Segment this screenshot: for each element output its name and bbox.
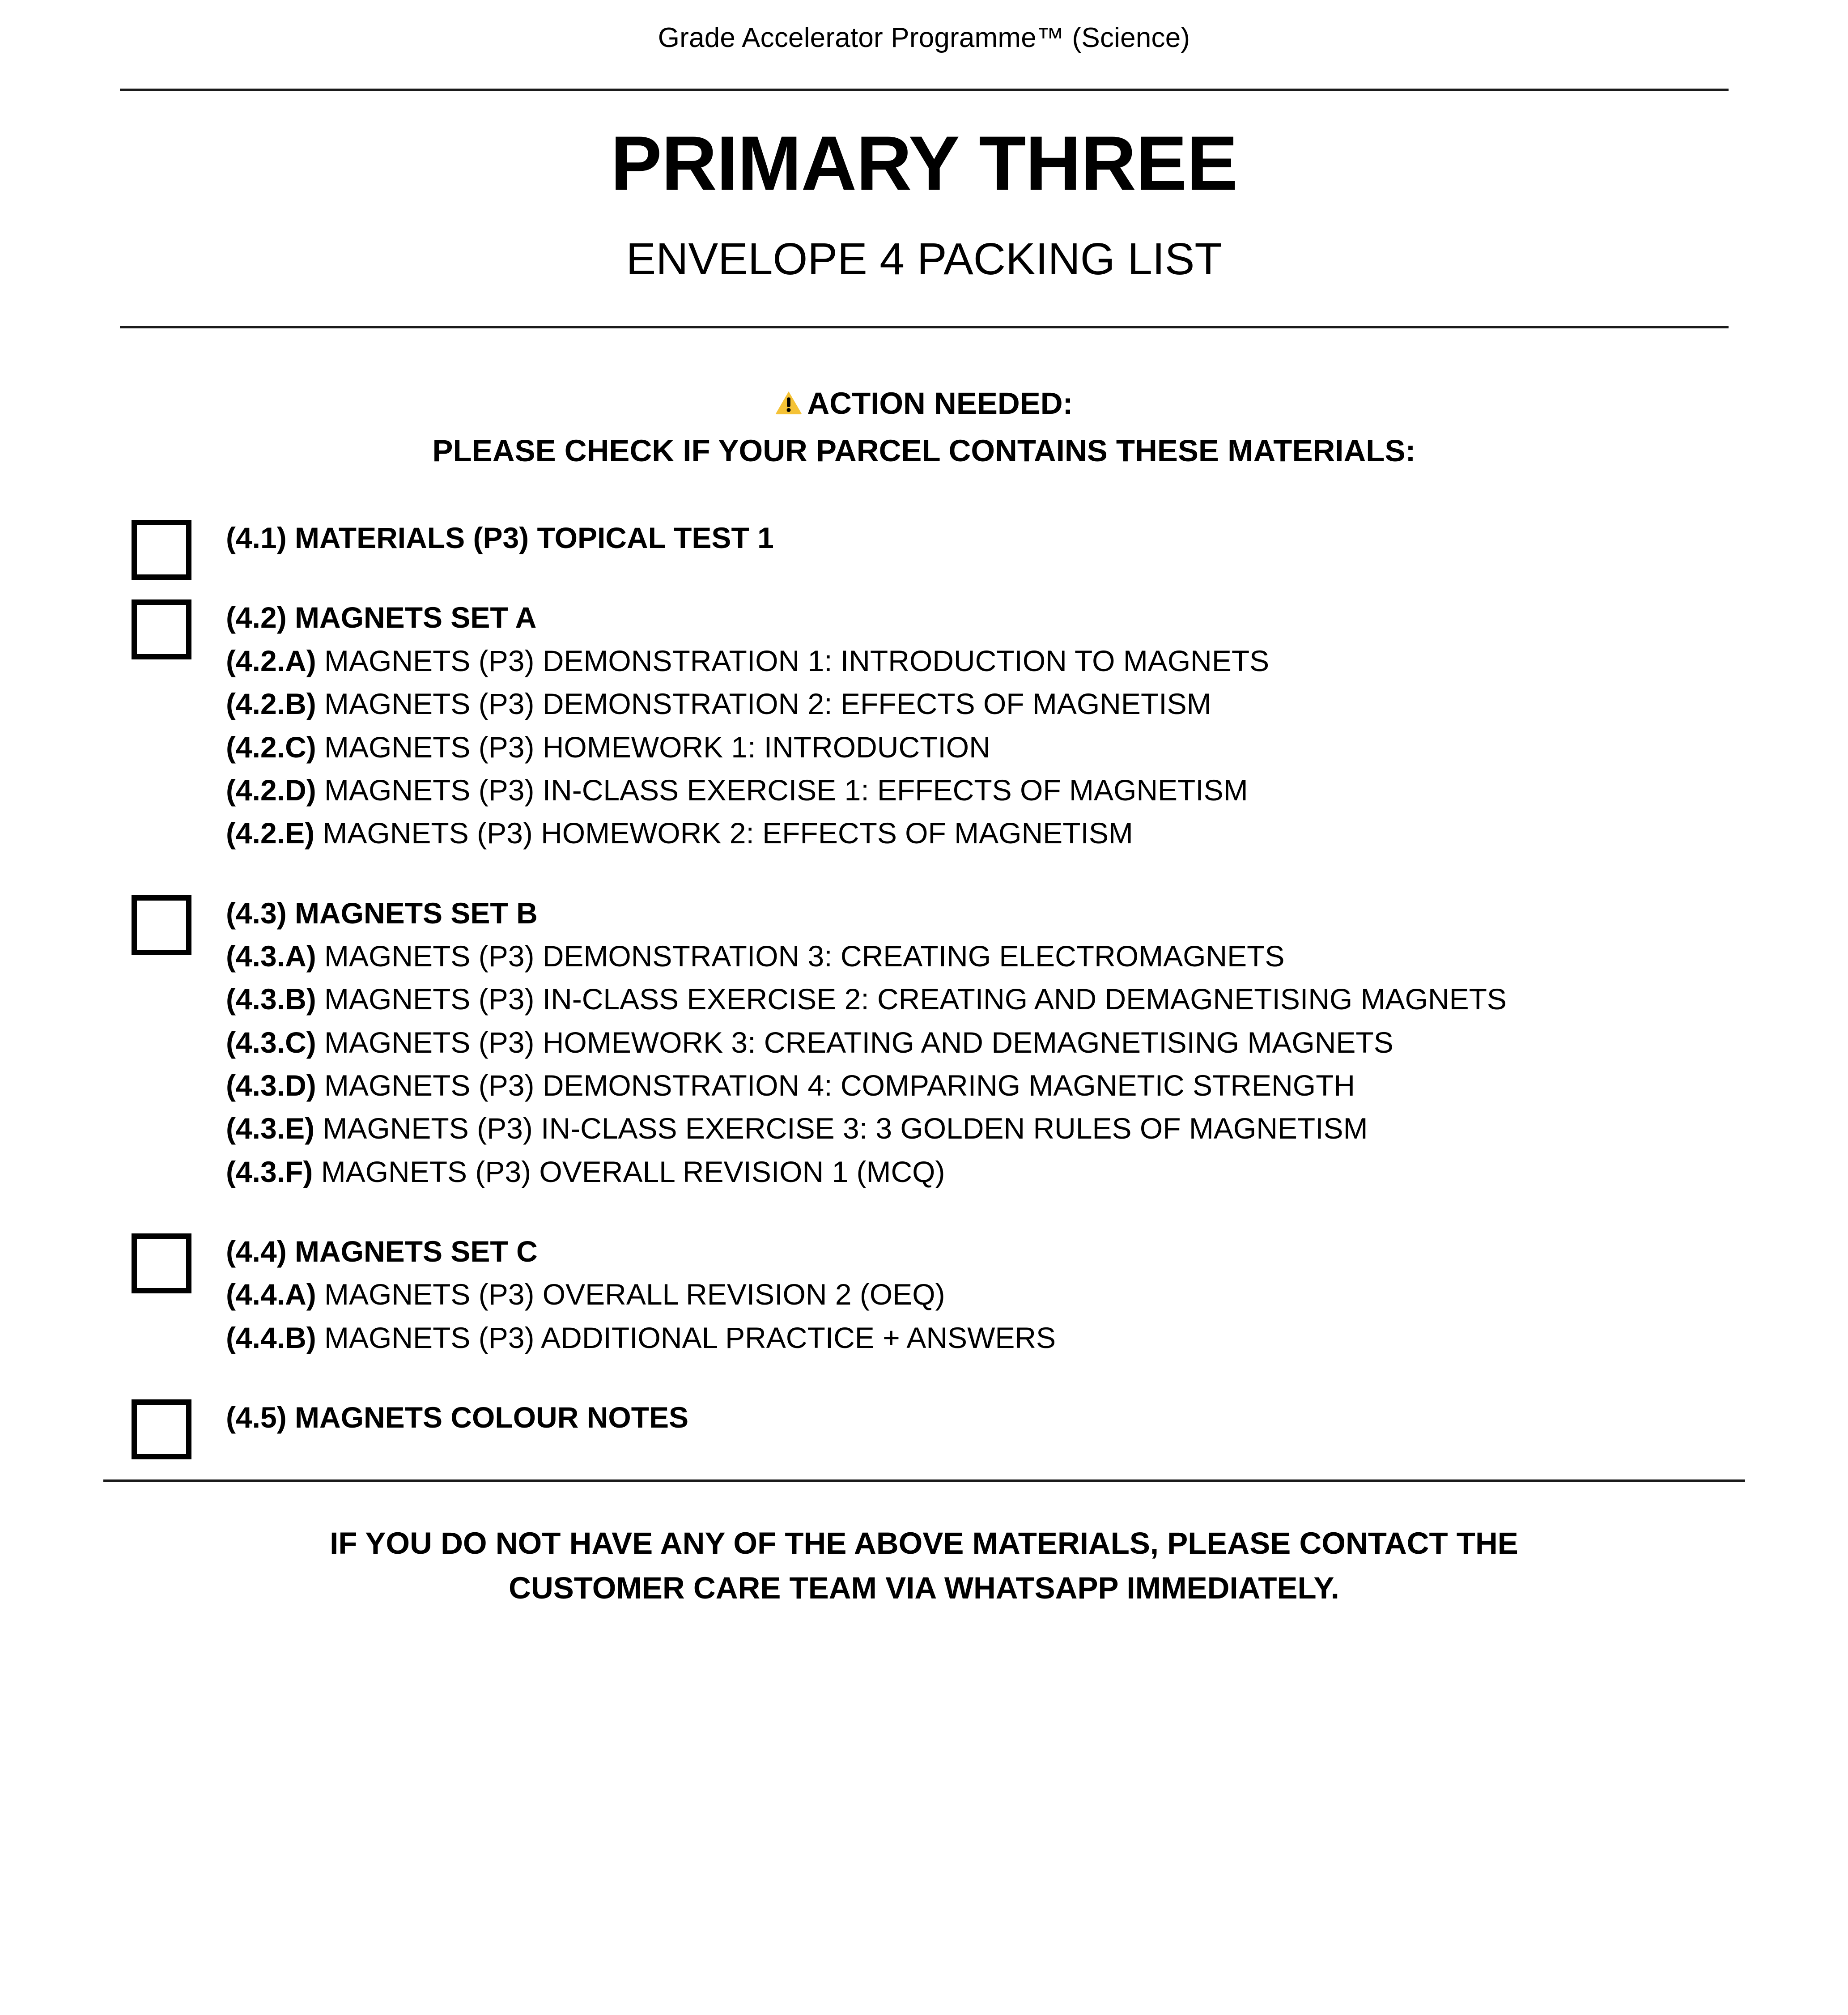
title-divider — [120, 326, 1729, 328]
sub-item-code: (4.2.A) — [226, 644, 316, 677]
sub-item-code: (4.2.D) — [226, 773, 316, 807]
checklist-sub-item — [226, 1021, 1848, 1064]
sub-item-text: MAGNETS (P3) DEMONSTRATION 4: COMPARING MAGNETIC STRENGTH — [316, 1069, 1355, 1102]
checklist-group-title: (4.5) MAGNETS COLOUR NOTES — [226, 1401, 689, 1434]
checklist-sub-item — [226, 1107, 1848, 1150]
page-title: PRIMARY THREE — [610, 120, 1238, 207]
checklist-sub-item — [226, 978, 1848, 1020]
sub-item-text: MAGNETS (P3) IN-CLASS EXERCISE 2: CREATING AND DEMAGNETISING MAGNETS — [316, 982, 1507, 1016]
checklist-group-title: (4.3) MAGNETS SET B — [226, 896, 538, 930]
checklist-group-body — [132, 1396, 1848, 1439]
checklist-group-body — [132, 1230, 1848, 1359]
sub-item-text: MAGNETS (P3) OVERALL REVISION 2 (OEQ) — [316, 1278, 945, 1311]
sub-item-text: MAGNETS (P3) OVERALL REVISION 1 (MCQ) — [313, 1155, 945, 1188]
checklist-group — [132, 1230, 1848, 1359]
sub-item-code: (4.3.F) — [226, 1155, 313, 1188]
sub-item-code: (4.4.A) — [226, 1278, 316, 1311]
sub-item-code: (4.2.B) — [226, 687, 316, 721]
page-subtitle: ENVELOPE 4 PACKING LIST — [626, 234, 1222, 284]
checklist-group-body — [132, 892, 1848, 1194]
checklist-sub-item — [226, 639, 1848, 682]
checklist-group-body — [132, 596, 1848, 854]
sub-item-code: (4.3.A) — [226, 939, 316, 973]
checklist-group-body — [132, 516, 1848, 559]
checklist-group-title: (4.1) MATERIALS (P3) TOPICAL TEST 1 — [226, 521, 774, 555]
packing-checklist — [0, 516, 1848, 1439]
sub-item-text: MAGNETS (P3) ADDITIONAL PRACTICE + ANSWERS — [316, 1321, 1056, 1354]
checklist-group — [132, 516, 1848, 559]
sub-item-code: (4.2.C) — [226, 730, 316, 764]
sub-item-text: MAGNETS (P3) HOMEWORK 3: CREATING AND DEMAGNETISING MAGNETS — [316, 1025, 1393, 1059]
action-needed-label: ACTION NEEDED: — [807, 386, 1073, 421]
checklist-group-title: (4.4) MAGNETS SET C — [226, 1235, 538, 1268]
checklist-sub-item — [226, 1316, 1848, 1359]
sub-item-text: MAGNETS (P3) HOMEWORK 1: INTRODUCTION — [316, 730, 990, 764]
sub-item-code: (4.3.D) — [226, 1069, 316, 1102]
sub-item-text: MAGNETS (P3) DEMONSTRATION 1: INTRODUCTION TO MAGNETS — [316, 644, 1270, 677]
checkbox-43[interactable] — [132, 895, 191, 955]
checklist-sub-item — [226, 935, 1848, 978]
action-needed-heading — [0, 381, 1848, 429]
sub-item-text: MAGNETS (P3) IN-CLASS EXERCISE 3: 3 GOLDEN RULES OF MAGNETISM — [314, 1112, 1368, 1145]
checklist-sub-item — [226, 1064, 1848, 1107]
checklist-sub-item — [226, 769, 1848, 812]
checkbox-44[interactable] — [132, 1233, 191, 1293]
sub-item-text: MAGNETS (P3) HOMEWORK 2: EFFECTS OF MAGNETISM — [314, 816, 1133, 850]
checklist-group — [132, 892, 1848, 1194]
checkbox-45[interactable] — [132, 1399, 191, 1459]
checklist-sub-item — [226, 1273, 1848, 1316]
sub-item-code: (4.4.B) — [226, 1321, 316, 1354]
action-needed-block — [0, 381, 1848, 473]
title-block — [0, 120, 1848, 284]
checklist-group-title: (4.2) MAGNETS SET A — [226, 601, 537, 634]
footer-line-2: CUSTOMER CARE TEAM VIA WHATSAPP IMMEDIATELY. — [509, 1570, 1339, 1605]
warning-triangle-icon — [775, 384, 803, 429]
checklist-sub-item — [226, 726, 1848, 769]
sub-item-text: MAGNETS (P3) DEMONSTRATION 2: EFFECTS OF MAGNETISM — [316, 687, 1211, 721]
footer-line-1: IF YOU DO NOT HAVE ANY OF THE ABOVE MATERIALS, PLEASE CONTACT THE — [330, 1526, 1518, 1560]
sub-item-text: MAGNETS (P3) IN-CLASS EXERCISE 1: EFFECTS OF MAGNETISM — [316, 773, 1248, 807]
checklist-sub-item — [226, 1150, 1848, 1193]
checkbox-41[interactable] — [132, 520, 191, 580]
action-needed-instruction: PLEASE CHECK IF YOUR PARCEL CONTAINS THESE MATERIALS: — [432, 434, 1416, 468]
sub-item-code: (4.3.B) — [226, 982, 316, 1016]
header-divider — [120, 89, 1729, 91]
footer-divider — [103, 1479, 1745, 1482]
sub-item-code: (4.3.E) — [226, 1112, 315, 1145]
sub-item-code: (4.2.E) — [226, 816, 315, 850]
checklist-sub-item — [226, 682, 1848, 725]
sub-item-text: MAGNETS (P3) DEMONSTRATION 3: CREATING ELECTROMAGNETS — [316, 939, 1285, 973]
sub-item-code: (4.3.C) — [226, 1025, 316, 1059]
checklist-sub-item — [226, 812, 1848, 854]
footer-note — [0, 1521, 1848, 1611]
checkbox-42[interactable] — [132, 599, 191, 659]
checklist-group — [132, 596, 1848, 854]
checklist-group — [132, 1396, 1848, 1439]
programme-header: Grade Accelerator Programme™ (Science) — [658, 22, 1190, 53]
